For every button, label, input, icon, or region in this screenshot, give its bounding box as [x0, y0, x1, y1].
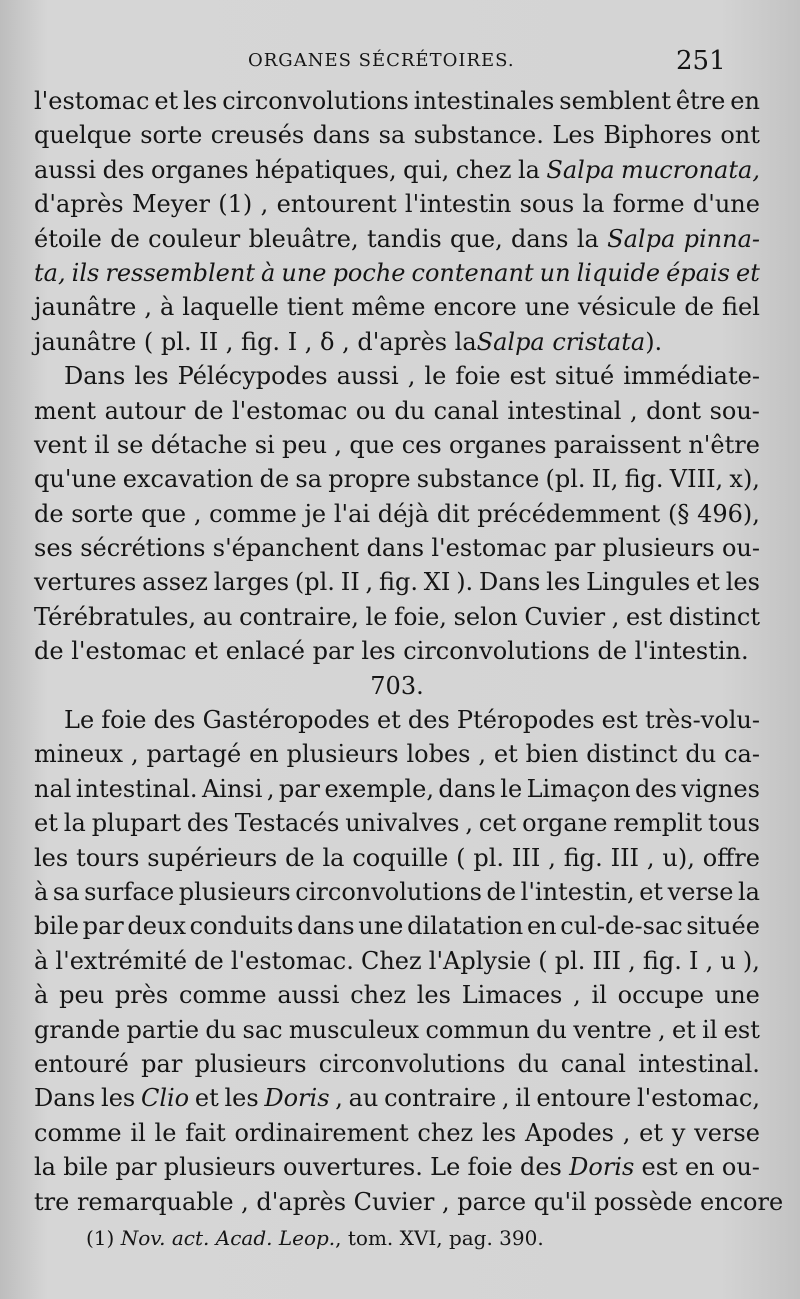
text-line: Térébratules, au contraire, le foie, selon Cuvier , est distinct	[34, 602, 760, 631]
footnote-text: Nov. act. Acad. Leop., tom. XVI, pag. 390.	[120, 1226, 544, 1250]
text-line: à sa surface plusieurs circonvolutions de l'intestin, et verse la	[34, 877, 760, 906]
text-line: comme il le fait ordinairement chez les Apodes , et y verse	[34, 1118, 760, 1147]
text-line: grande partie du sac musculeux commun du ventre , et il est	[34, 1015, 760, 1044]
footnote-rule	[60, 1212, 740, 1213]
text-line: l'estomac et les circonvolutions intestinales semblent être en	[34, 87, 760, 115]
paragraph-2	[34, 359, 760, 669]
footnote-marker: (1)	[86, 1226, 115, 1250]
text-line: quelque sorte creusés dans sa substance. Les Biphores ont	[34, 121, 760, 150]
text-line: ta, ils ressemblent à une poche contenant un liquide épais et	[34, 258, 760, 287]
text-line: la bile par plusieurs ouvertures. Le foie des Doris est en ou-	[34, 1153, 760, 1182]
text-line: ses sécrétions s'épanchent dans l'estomac par plusieurs ou-	[34, 534, 760, 563]
footnote	[86, 1226, 544, 1250]
text-line: d'après Meyer (1) , entourent l'intestin sous la forme d'une	[34, 190, 760, 219]
text-line: les tours supérieurs de la coquille ( pl. III , fig. III , u), offre	[34, 843, 760, 872]
page-header	[0, 46, 800, 78]
text-line: Dans les Pélécypodes aussi , le foie est situé immédiate-	[64, 362, 760, 391]
text-line: Dans les Clio et les Doris , au contraire , il entoure l'estomac,	[34, 1084, 760, 1113]
text-line: ment autour de l'estomac ou du canal intestinal , dont sou-	[34, 396, 760, 425]
text-line: nal intestinal. Ainsi , par exemple, dans le Limaçon des vignes	[34, 774, 760, 803]
paragraph-1	[34, 84, 760, 359]
text-line: vertures assez larges (pl. II , fig. XI ). Dans les Lingules et les	[34, 568, 760, 597]
text-line: jaunâtre ( pl. II , fig. I , δ , d'après la Salpa cristata ).	[34, 327, 663, 356]
text-line: vent il se détache si peu , que ces organes paraissent n'être	[34, 430, 760, 459]
text-line: qu'une excavation de sa propre substance (pl. II, fig. VIII, x),	[34, 465, 760, 494]
text-line: à l'extrémité de l'estomac. Chez l'Aplysie ( pl. III , fig. I , u ),	[34, 946, 760, 975]
text-line: aussi des organes hépatiques, qui, chez la Salpa mucronata,	[34, 155, 760, 184]
text-line: entouré par plusieurs circonvolutions du canal intestinal.	[34, 1049, 760, 1078]
text-line: et la plupart des Testacés univalves , cet organe remplit tous	[34, 809, 760, 838]
text-line: de l'estomac et enlacé par les circonvolutions de l'intestin.	[34, 637, 749, 666]
text-line: bile par deux conduits dans une dilatation en cul-de-sac située	[34, 912, 760, 941]
text-line: à peu près comme aussi chez les Limaces , il occupe une	[34, 981, 760, 1010]
section-number: 703.	[370, 671, 424, 700]
text-line: jaunâtre , à laquelle tient même encore une vésicule de fiel	[34, 293, 760, 322]
text-line: étoile de couleur bleuâtre, tandis que, dans la Salpa pinna-	[34, 224, 760, 253]
page-number: 251	[676, 46, 726, 76]
text-line: tre remarquable , d'après Cuvier , parce qu'il possède encore	[34, 1187, 784, 1216]
text-line: de sorte que , comme je l'ai déjà dit précédemment (§ 496),	[34, 499, 760, 528]
text-line: Le foie des Gastéropodes et des Ptéropodes est très-volu-	[64, 706, 760, 735]
page-body	[34, 84, 784, 1219]
running-title: ORGANES SÉCRÉTOIRES.	[248, 50, 515, 71]
paragraph-3	[34, 703, 784, 1219]
text-line: mineux , partagé en plusieurs lobes , et bien distinct du ca-	[34, 740, 760, 769]
